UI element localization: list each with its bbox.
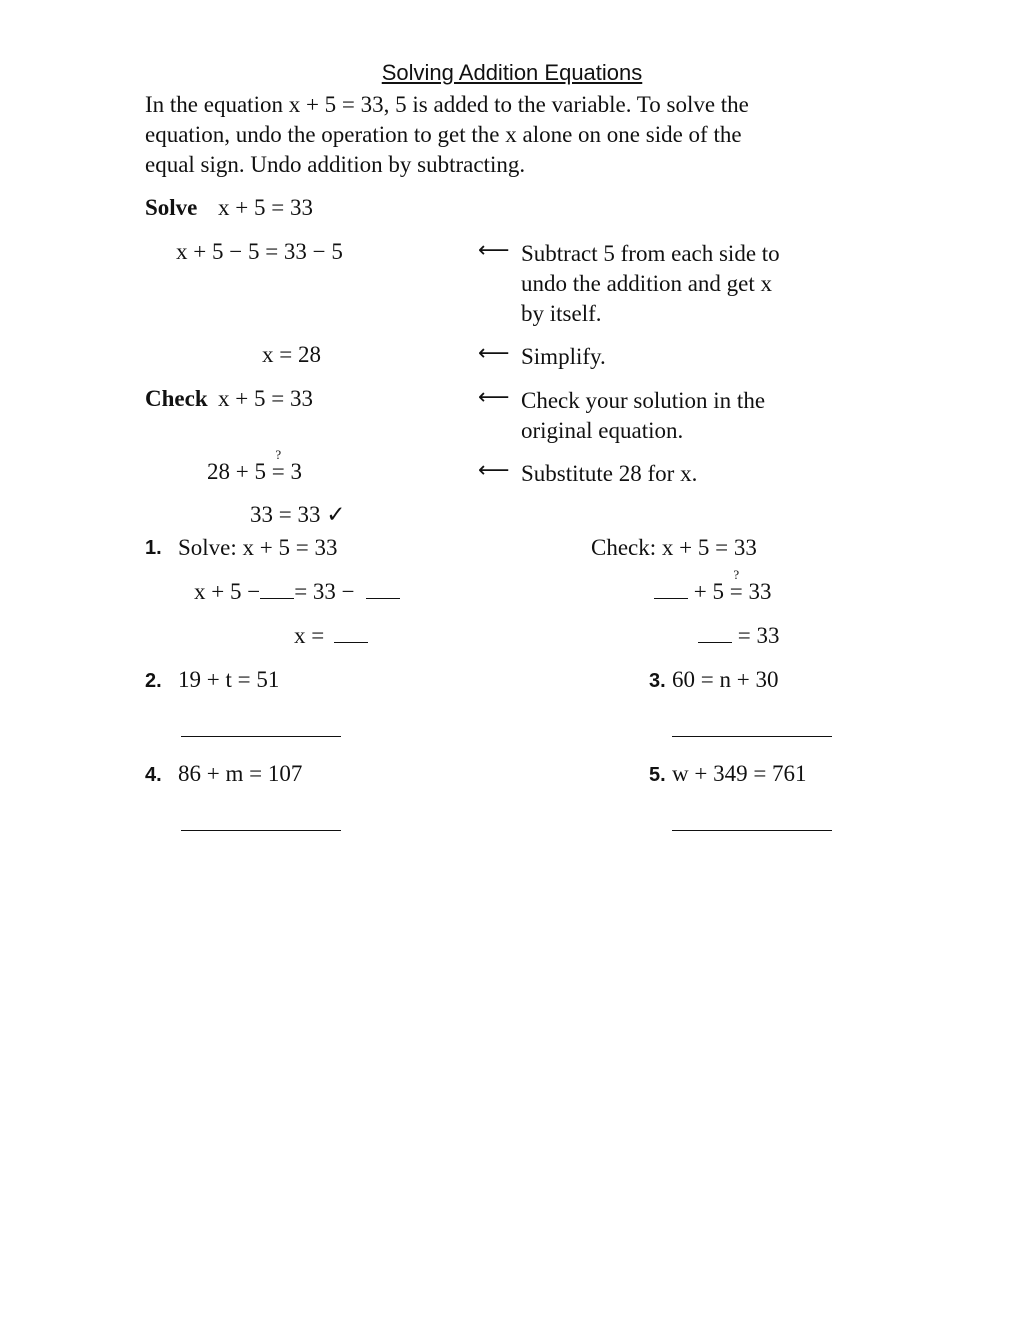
check-note-line-2: original equation. [521,418,684,443]
exercise-1-step1 [194,579,400,605]
answer-blank[interactable] [698,628,732,643]
solve-equation: x + 5 = 33 [218,195,313,220]
exercise-2-answer-line[interactable] [181,736,341,737]
exercise-1-solve: Solve: x + 5 = 33 [178,535,338,560]
answer-blank[interactable] [334,628,368,643]
exercise-1-step1-right: = 33 − [294,579,355,604]
step1-note-line-3: by itself. [521,301,602,326]
exercise-4-equation: 86 + m = 107 [178,761,303,786]
step1-note-line-2: undo the addition and get x [521,271,773,296]
arrow-left-icon: ⟵ [478,458,510,483]
exercise-5-answer-line[interactable] [672,830,832,831]
step2-note: Simplify. [521,344,606,369]
exercise-1-step2-left: x = [294,623,325,648]
step1-equation: x + 5 − 5 = 33 − 5 [176,239,343,264]
page-title: Solving Addition Equations [381,60,643,85]
arrow-left-icon: ⟵ [478,238,510,263]
substitute-note: Substitute 28 for x. [521,461,698,486]
check-equation: x + 5 = 33 [218,386,313,411]
exercise-5-number: 5. [649,764,666,786]
intro-line-2: equation, undo the operation to get the x alone on one side of the [145,122,742,147]
substitute-right: 3 [290,459,302,484]
solve-label: Solve [145,195,198,220]
exercise-1-check-step1 [654,567,772,605]
check-note [521,386,821,446]
question-equals-icon: ? = [729,567,743,604]
step1-note [521,239,821,329]
exercise-1-check-step2 [698,623,779,649]
exercise-1-step2 [294,623,368,649]
step2-equation: x = 28 [262,342,321,367]
exercise-2-number: 2. [145,670,162,692]
answer-blank[interactable] [654,584,688,599]
arrow-left-icon: ⟵ [478,341,510,366]
exercise-4-answer-line[interactable] [181,830,341,831]
exercise-4-number: 4. [145,764,162,786]
exercise-3-equation: 60 = n + 30 [672,667,779,692]
intro-line-1: In the equation x + 5 = 33, 5 is added to the variable. To solve the [145,92,749,117]
substitute-left: 28 + 5 [207,459,266,484]
exercise-5-equation: w + 349 = 761 [672,761,807,786]
substitute-equation [207,447,302,485]
result-equation: 33 = 33 ✓ [250,502,346,527]
arrow-left-icon: ⟵ [478,385,510,410]
step1-note-line-1: Subtract 5 from each side to [521,241,780,266]
exercise-1-check-result: = 33 [737,623,780,648]
exercise-1-check-plus: + 5 [693,579,724,604]
exercise-1-step1-left: x + 5 − [194,579,261,604]
intro-line-3: equal sign. Undo addition by subtracting. [145,152,526,177]
check-note-line-1: Check your solution in the [521,388,766,413]
intro-paragraph [145,90,825,180]
exercise-1-number: 1. [145,537,162,559]
check-label: Check [145,386,208,411]
exercise-2-equation: 19 + t = 51 [178,667,280,692]
exercise-3-number: 3. [649,670,666,692]
answer-blank[interactable] [260,584,294,599]
answer-blank[interactable] [366,584,400,599]
question-equals-icon: ? = [271,447,285,484]
exercise-1-check-value: 33 [748,579,772,604]
exercise-1-check: Check: x + 5 = 33 [591,535,757,560]
exercise-3-answer-line[interactable] [672,736,832,737]
